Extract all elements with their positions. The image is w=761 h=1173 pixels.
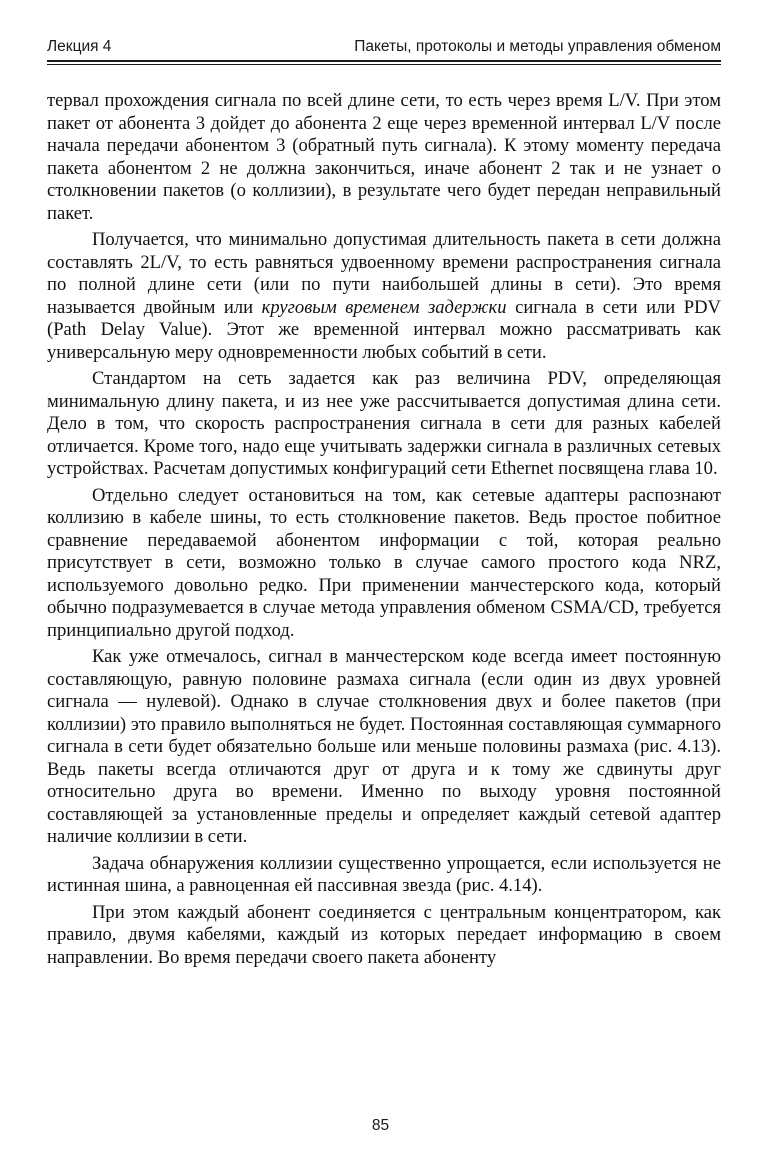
paragraph-hub: При этом каждый абонент соединяется с центральным концентратором, как правило, двумя кабелями, каждый из которых передает информацию в своем направлении. Во время передачи своего пакета абоненту xyxy=(47,901,721,968)
paragraph-pdv-text-after: сигнала в сети или PDV (Path Delay Value). Этот же временной интервал можно рассматривать как универсальную меру одновременности любых событий в сети. xyxy=(47,296,721,363)
paragraph-continuation: тервал прохождения сигнала по всей длине сети, то есть через время L/V. При этом пакет от абонента 3 дойдет до абонента 2 еще через временной интервал L/V после начала передачи абонентом 3 (обратный путь сигнала). К этому моменту передача пакета абонентом 2 не должна закончиться, иначе абонент 2 так и не узнает о столкновении пакетов (о коллизии), в результате чего будет передан неправильный пакет. xyxy=(47,90,721,224)
paragraph-collision-detection: Отдельно следует остановиться на том, как сетевые адаптеры распознают коллизию в кабеле шины, то есть столкновение пакетов. Ведь простое побитное сравнение передаваемой абонентом информации с той, которая реально присутствует в сети, возможно только в случае самого простого кода NRZ, используемого довольно редко. При применении манчестерского кода, который обычно подразумевается в случае метода управления обменом CSMA/CD, требуется принципиально другой подход. xyxy=(47,484,721,641)
term-round-trip-delay: круговым временем задержки xyxy=(261,296,507,318)
paragraph-manchester: Как уже отмечалось, сигнал в манчестерском коде всегда имеет постоянную составляющую, равную половине размаха сигнала (если один из двух уровней сигнала — нулевой). Однако в случае столкновения двух и более пакетов (при коллизии) это правило выполняться не будет. Постоянная составляющая суммарного сигнала в сети будет обязательно больше или меньше половины размаха (рис. 4.13). Ведь пакеты всегда отличаются друг от друга и к тому же сдвинуты друг относительно друга во времени. Именно по выходу уровня постоянной составляющей за установленные пределы и определяет каждый сетевой адаптер наличие коллизии в сети. xyxy=(47,646,721,847)
header-chapter-title: Пакеты, протоколы и методы управления обменом xyxy=(354,38,721,55)
header-rule-thick xyxy=(47,60,721,62)
paragraph-passive-star: Задача обнаружения коллизии существенно упрощается, если используется не истинная шина, а равноценная ей пассивная звезда (рис. 4.14). xyxy=(47,852,721,896)
paragraph-pdv xyxy=(47,229,721,364)
paragraph-pdv-text-before: Получается, что минимально допустимая длительность пакета в сети должна составлять 2L/V, то есть равняться удвоенному времени распространения сигнала по полной длине сети (или по пути наибольшей длины в сети). Это время называется двойным или xyxy=(47,229,721,318)
header-lecture-number: Лекция 4 xyxy=(47,38,112,55)
body-text xyxy=(47,90,721,969)
paragraph-standard: Стандартом на сеть задается как раз величина PDV, определяющая минимальную длину пакета, и из нее уже рассчитывается допустимая длина сети. Дело в том, что скорость распространения сигнала в сети для разных кабелей отличается. Кроме того, надо еще учитывать задержки сигнала в различных сетевых устройствах. Расчетам допустимых конфигураций сети Ethernet посвящена глава 10. xyxy=(47,368,721,479)
header-rule-thin xyxy=(47,64,721,65)
running-header xyxy=(47,36,721,58)
page-number: 85 xyxy=(371,1117,390,1134)
